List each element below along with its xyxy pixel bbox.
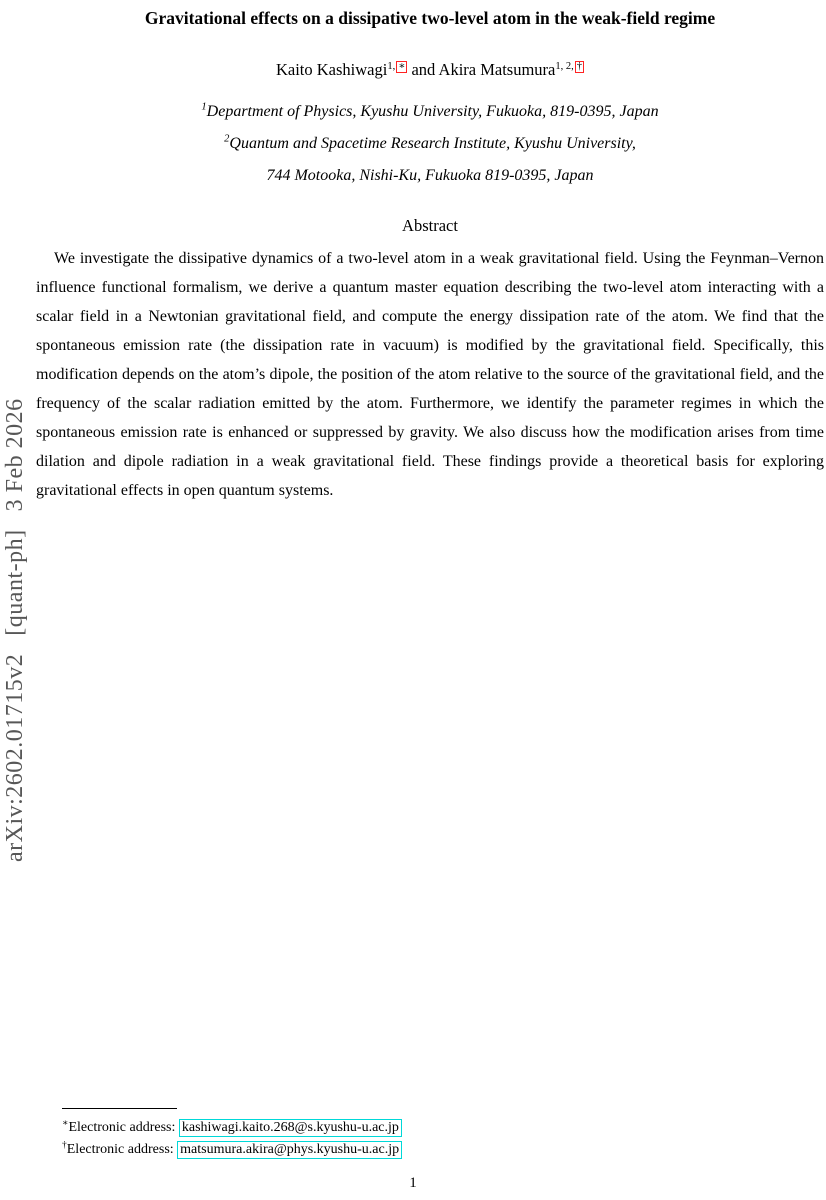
affiliation-1: $^1$Department of Physics, Kyushu University, Fukuoka, 819-0395, Japan: [201, 101, 659, 120]
abstract-heading: Abstract: [402, 216, 458, 235]
author-1-name: Kaito Kashiwagi: [275, 60, 388, 79]
footnote-2-label: Electronic address:: [66, 1142, 178, 1157]
abstract-text: We investigate the dissipative dynamics of a two-level atom in a weak gravitational field. Using the Feynman–Vernon influence functional formalism, we derive a quantum master equation describing the two-level atom interacting with a scalar field in a Newtonian gravitational field, and compute the energy dissipation rate of the atom. We find that the spontaneous emission rate (the dissipation rate in vacuum) is modified by the gravitational field. Specifically, this modification depends on the atom’s dipole, the position of the atom relative to the source of the gravitational field, and the frequency of the scalar radiation emitted by the atom. Furthermore, we identify the parameter regimes in which the spontaneous emission rate is enhanced or suppressed by gravity. We also discuss how the modification arises from time dilation and dipole radiation in a weak gravitational field. These findings provide a theoretical basis for exploring gravitational effects in open quantum systems.: [36, 250, 824, 499]
footnote-rule: [62, 1108, 177, 1109]
author-2-footnote-link[interactable]: †: [576, 60, 583, 72]
author-2-affiliation-marks: 1, 2, †: [555, 60, 583, 72]
footnote-2: [62, 1139, 762, 1161]
affiliation-2-continued: 744 Motooka, Nishi-Ku, Fukuoka 819-0395, Japan: [266, 167, 594, 184]
affiliation-2: $^2$Quantum and Spacetime Research Institute, Kyushu University,: [224, 133, 636, 152]
footnote-1: [62, 1117, 762, 1139]
authors-conjunction: and: [411, 60, 436, 79]
footnotes: [62, 1108, 762, 1161]
arxiv-watermark: [2, 398, 29, 862]
paper-title: Gravitational effects on a dissipative two-level atom in the weak-field regime: [144, 8, 716, 28]
footnote-1-label: Electronic address:: [68, 1120, 179, 1135]
footnote-1-email-link[interactable]: kashiwagi.kaito.268@s.kyushu-u.ac.jp: [179, 1119, 402, 1137]
paper-page: [36, 0, 824, 505]
footnote-2-marker: †: [62, 1140, 67, 1151]
footnote-2-email-link[interactable]: matsumura.akira@phys.kyushu-u.ac.jp: [177, 1141, 402, 1159]
page-number: 1: [409, 1175, 417, 1191]
author-line: [36, 60, 824, 80]
footnote-1-marker: ∗: [62, 1118, 69, 1129]
arxiv-id: arXiv:2602.01715v2: [2, 653, 28, 862]
affiliation-block: [36, 96, 824, 192]
author-2-name: Akira Matsumura: [438, 60, 556, 79]
arxiv-category: [quant-ph]: [2, 529, 28, 636]
author-1-affiliation-marks: 1, ∗: [387, 60, 406, 72]
arxiv-date: 3 Feb 2026: [2, 398, 28, 512]
author-1-footnote-link[interactable]: ∗: [398, 60, 406, 72]
